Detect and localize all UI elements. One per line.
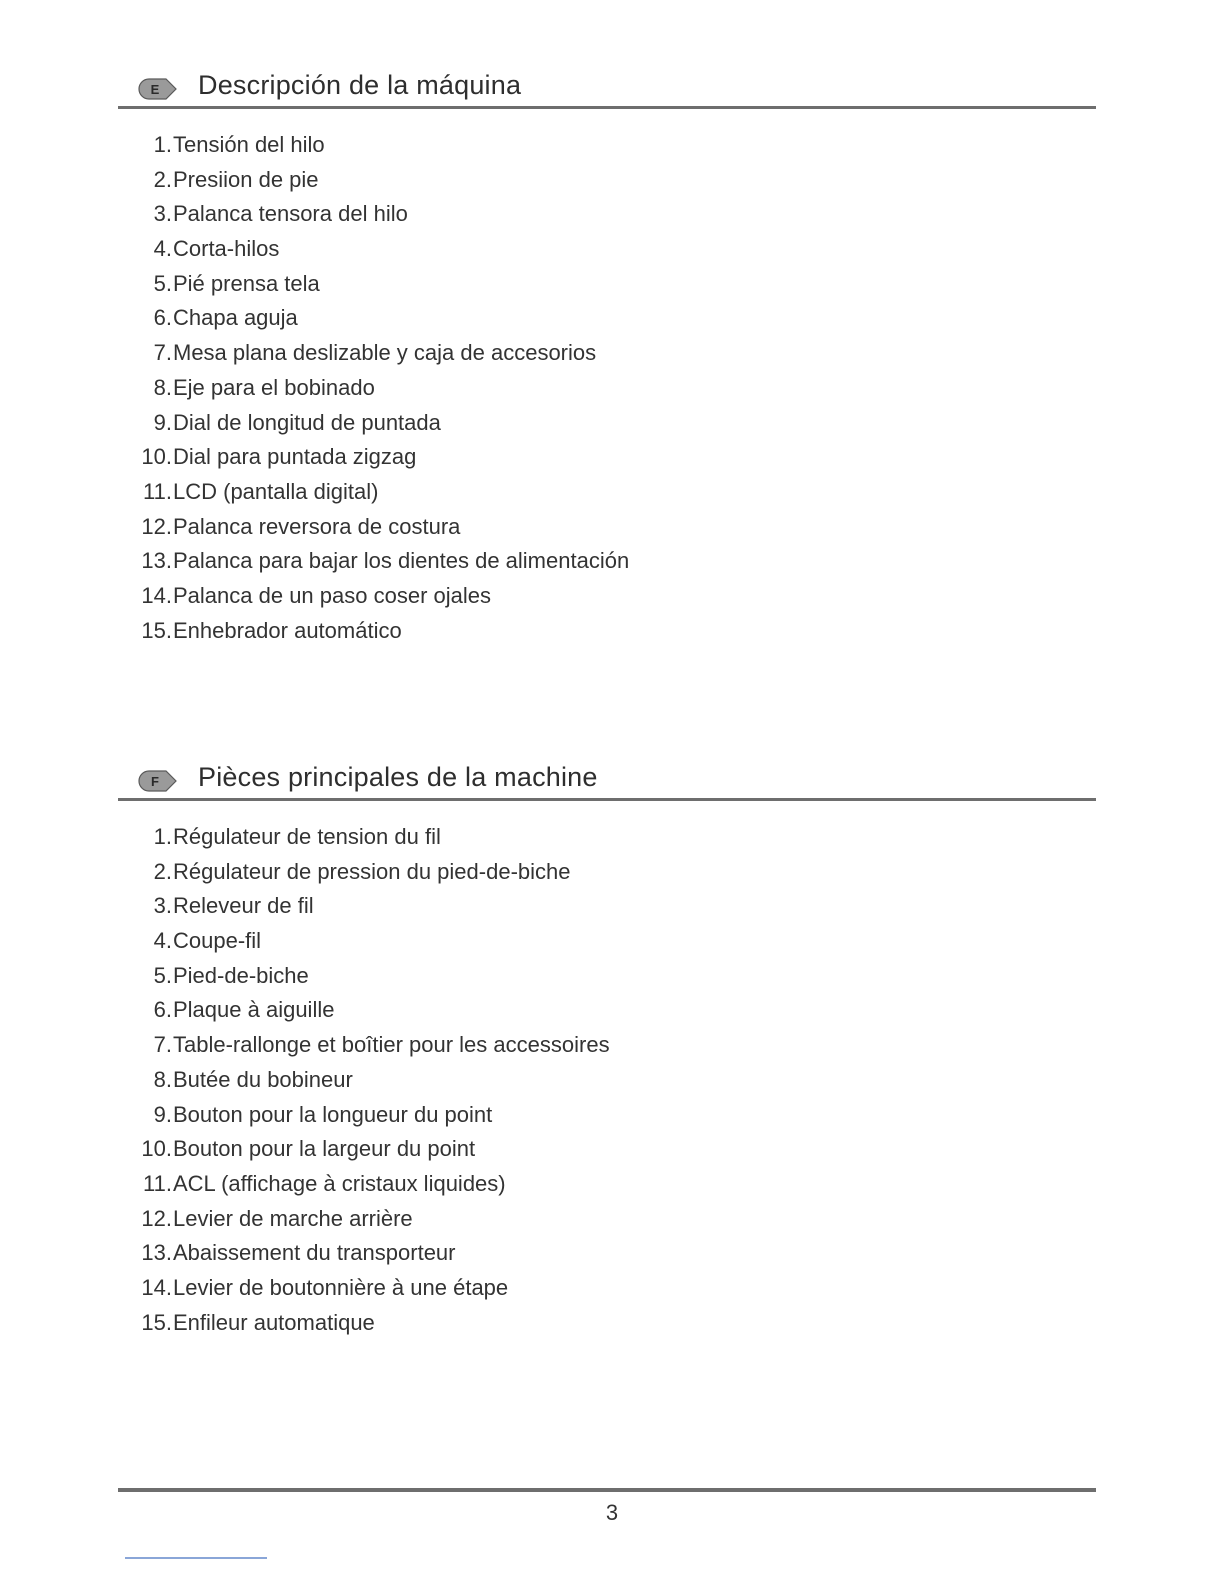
item-text: Dial de longitud de puntada [173,409,441,435]
item-number: 15. [141,1309,172,1335]
language-badge-icon [138,78,178,100]
item-number: 5. [153,962,172,988]
item-number: 11. [143,1170,172,1196]
item-text: Bouton pour la longueur du point [173,1101,493,1127]
item-text: Palanca reversora de costura [173,513,461,539]
item-number: 2. [153,166,172,192]
item-text: Palanca de un paso coser ojales [173,582,491,608]
item-text: Plaque à aiguille [173,997,335,1023]
language-badge-icon [138,770,178,792]
item-text: Corta-hilos [173,236,280,262]
item-number: 10. [141,1136,172,1162]
item-number: 1. [153,824,172,849]
item-text: Releveur de fil [173,893,314,919]
item-number: 1. [153,132,172,157]
page-number: 3 [605,1500,619,1525]
item-number: 7. [153,1032,172,1058]
item-number: 4. [153,236,172,262]
item-number: 11. [143,478,172,504]
item-number: 7. [153,340,172,366]
item-number: 6. [153,305,172,331]
item-text: LCD (pantalla digital) [173,478,379,504]
item-number: 3. [153,893,172,919]
item-text: Pié prensa tela [173,270,320,296]
item-number: 6. [153,997,172,1023]
item-number: 12. [141,1205,172,1231]
item-number: 5. [153,270,172,296]
item-number: 10. [141,444,172,470]
item-text: Levier de boutonnière à une étape [173,1274,509,1300]
item-number: 14. [141,582,172,608]
section-heading [118,66,1096,109]
section-heading [118,758,1096,801]
item-number: 13. [141,1240,172,1266]
item-text: Presiion de pie [173,166,319,192]
item-text: Levier de marche arrière [173,1205,413,1231]
item-text: Eje para el bobinado [173,374,375,400]
item-number: 13. [141,548,172,574]
item-text: ACL (affichage à cristaux liquides) [173,1170,506,1196]
item-text: Coupe-fil [173,928,262,954]
item-number: 9. [153,1101,172,1127]
item-text: Régulateur de tension du fil [173,824,441,849]
item-text: Abaissement du transporteur [173,1240,456,1266]
footer-link-underline [125,1557,267,1559]
heading-title: Pièces principales de la machine [198,762,598,792]
item-number: 3. [153,201,172,227]
item-text: Chapa aguja [173,305,298,331]
badge-letter: F [151,774,159,789]
item-text: Tensión del hilo [173,132,325,157]
item-text: Table-rallonge et boîtier pour les accessoires [173,1032,610,1058]
item-number: 14. [141,1274,172,1300]
item-text: Mesa plana deslizable y caja de accesorios [173,340,597,366]
section-french [118,758,1096,1335]
section-spanish [118,66,1096,643]
item-number: 8. [153,1066,172,1092]
footer-divider [118,1488,1096,1492]
item-number: 15. [141,617,172,643]
item-number: 2. [153,858,172,884]
item-text: Enhebrador automático [173,617,402,643]
item-text: Bouton pour la largeur du point [173,1136,476,1162]
item-text: Palanca para bajar los dientes de alimentación [173,548,630,574]
item-number: 12. [141,513,172,539]
item-text: Dial para puntada zigzag [173,444,417,470]
item-number: 9. [153,409,172,435]
badge-letter: E [150,82,160,97]
item-text: Pied-de-biche [173,962,309,988]
item-number: 4. [153,928,172,954]
item-text: Butée du bobineur [173,1066,353,1092]
item-text: Palanca tensora del hilo [173,201,408,227]
item-number: 8. [153,374,172,400]
item-text: Enfileur automatique [173,1309,375,1335]
item-text: Régulateur de pression du pied-de-biche [173,858,571,884]
heading-title: Descripción de la máquina [198,70,522,100]
